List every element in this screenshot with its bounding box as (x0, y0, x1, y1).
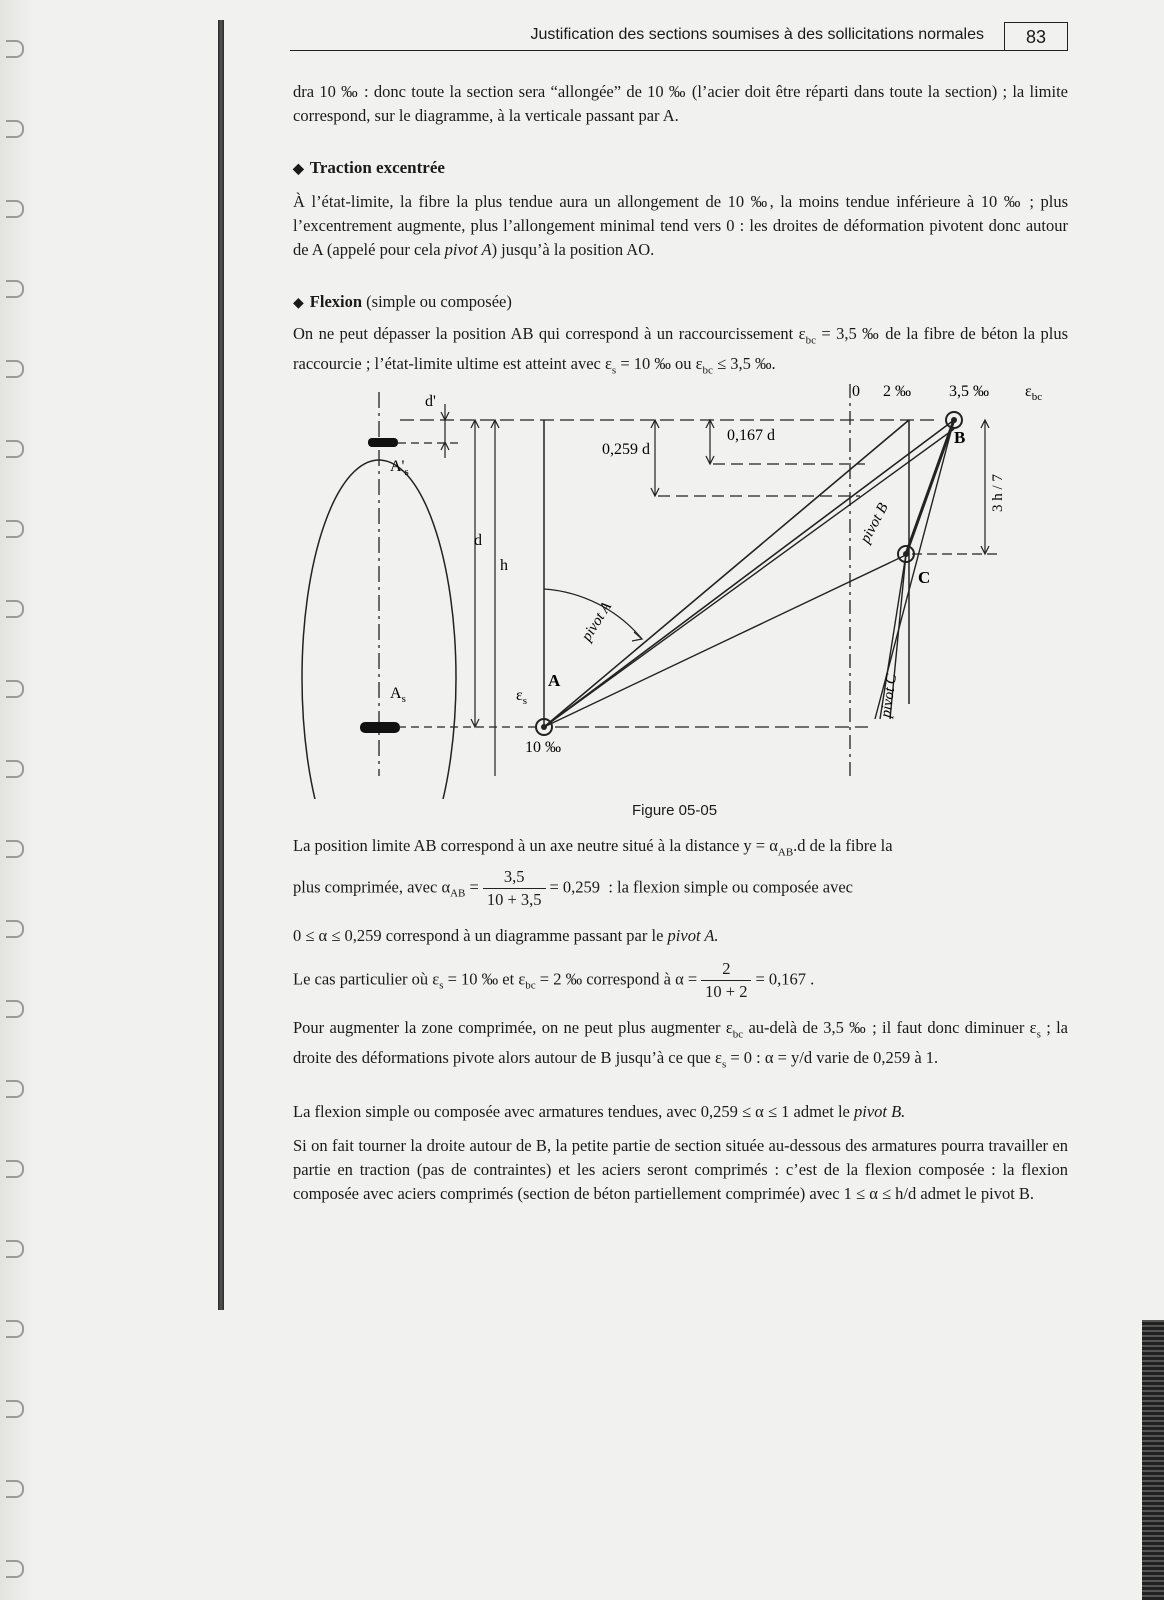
fraction-alpha-ab (483, 866, 546, 911)
label-ten-permil: 10 ‰ (525, 739, 561, 756)
subscript: bc (525, 979, 536, 992)
heading-text: Traction excentrée (309, 158, 445, 177)
line-ac (544, 554, 908, 727)
binder-ring (6, 1160, 24, 1178)
heading-suffix: (simple ou composée) (366, 292, 512, 311)
binder-ring (6, 1080, 24, 1098)
binder-ring (6, 840, 24, 858)
label-text: ε (1025, 384, 1032, 400)
fraction-numerator: 3,5 (483, 866, 546, 889)
line-a-two-permil (544, 420, 909, 727)
label-a-s-prime (390, 458, 409, 478)
label-eps-s (516, 687, 527, 707)
binder-ring (6, 1320, 24, 1338)
label-sub: bc (1031, 391, 1043, 403)
text-run: = 10 ‰ et ε (443, 969, 526, 989)
heading-text: Flexion (309, 292, 363, 311)
paragraph-alpha-ab: plus comprimée, avec $\alpha_{AB}$ = $\frac{3,5}{10 + 3,5}$ = 0,259 : la flexion simple ou composée avec (293, 867, 853, 909)
binder-ring (6, 200, 24, 218)
binder-ring (6, 920, 24, 938)
label-sub: s (404, 466, 409, 478)
paragraph-augment (293, 1016, 1068, 1077)
page-stack-edge (1142, 1320, 1164, 1600)
text-run: = 0 : α = y/d varie de 0,259 à 1. (726, 1048, 939, 1068)
fraction-denominator: 10 + 2 (705, 982, 748, 1001)
label-point-b: B (954, 428, 966, 447)
label-eps-bc (1025, 384, 1042, 403)
text-run: La flexion simple ou composée avec armatures tendues, avec 0,259 ≤ α ≤ 1 admet le (293, 1102, 854, 1121)
binder-ring (6, 680, 24, 698)
page-binding-edge (218, 20, 224, 1310)
page-number: 83 (1004, 22, 1068, 50)
text-run: = 3,5 ‰ de la fibre de béton la plus raccourcie ; l’état-limite ultime est atteint avec ε (293, 324, 1069, 374)
label-pivot-a: pivot A (578, 599, 615, 645)
fraction-denominator: 10 + 3,5 (486, 890, 542, 909)
section-heading-flexion (293, 290, 1068, 316)
text-run: ≤ 3,5 ‰. (712, 354, 776, 374)
top-rebar (368, 438, 398, 447)
text-run: .d de la fibre la (793, 836, 893, 855)
text-run: au-delà de 3,5 ‰ ; il faut donc diminuer ε (743, 1018, 1037, 1037)
label-zero: 0 (852, 384, 860, 400)
label-d-prime: d' (425, 393, 436, 410)
paragraph-tendues (293, 1100, 1068, 1124)
binder-ring (6, 1000, 24, 1018)
text-run: = 2 ‰ correspond à α = (535, 969, 698, 989)
paragraph-flexion (293, 322, 1068, 383)
label-text: A (390, 685, 402, 702)
pivot-term: pivot B. (853, 1102, 906, 1121)
subscript: bc (805, 334, 816, 347)
label-h: h (500, 557, 508, 574)
label-text: A' (390, 458, 405, 475)
text-run: ) jusqu’à la position AO. (491, 240, 655, 259)
label-sub: s (522, 695, 527, 707)
subscript: AB (777, 846, 794, 859)
label-three-h-seven: 3 h / 7 (990, 474, 1006, 512)
fraction-special (701, 958, 751, 1003)
label-two-permil: 2 ‰ (883, 384, 911, 400)
subscript: s (611, 364, 617, 377)
label-d: d (474, 532, 482, 549)
text-run: Pour augmenter la zone comprimée, on ne peut plus augmenter ε (293, 1018, 733, 1037)
page-header (290, 22, 1068, 51)
binder-ring (6, 360, 24, 378)
text-run: = 10 ‰ ou ε (616, 354, 703, 374)
label-text: ε (516, 687, 523, 704)
binder-ring (6, 760, 24, 778)
diamond-bullet-icon: ◆ (293, 296, 304, 311)
pivot-term: pivot A. (667, 926, 719, 945)
binder-ring (6, 1560, 24, 1578)
text-run: À l’état-limite, la fibre la plus tendue aura un allongement de 10 ‰, la moins tendue inférieure à 10 ‰ ; plus l’excentrement augmente, plus l’allongement minimal tend vers 0 : les droites de déformation pivotent donc autour de A (appelé pour cela (293, 192, 1068, 259)
binder-ring (6, 440, 24, 458)
text-run: On ne peut dépasser la position AB qui correspond à un raccourcissement ε (293, 324, 806, 343)
text-run: Le cas particulier où ε (293, 969, 440, 989)
diamond-bullet-icon: ◆ (293, 162, 304, 177)
subscript: bc (732, 1028, 744, 1041)
deformation-diagram (280, 384, 1080, 799)
paragraph-pivot-a-range (293, 924, 1068, 948)
paragraph-limit (293, 834, 1068, 864)
binder-ring (6, 120, 24, 138)
binder-ring (6, 1400, 24, 1418)
text-run: La position limite AB correspond à un axe neutre situé à la distance y = α (293, 836, 778, 855)
binder-ring (6, 600, 24, 618)
label-sub: s (401, 693, 406, 705)
label-pivot-b: pivot B (857, 500, 892, 546)
pivot-term: pivot A (444, 240, 492, 259)
binder-ring (6, 1240, 24, 1258)
binder-ring (6, 280, 24, 298)
section-heading-traction (293, 156, 1068, 182)
subscript: s (439, 979, 444, 992)
binder-ring (6, 40, 24, 58)
subscript: bc (702, 364, 713, 377)
header-title: Justification des sections soumises à des sollicitations normales (530, 26, 984, 43)
label-0259d: 0,259 d (602, 441, 650, 458)
subscript: s (721, 1058, 727, 1071)
subscript: s (1036, 1028, 1041, 1041)
subscript: AB (450, 887, 466, 900)
label-point-c: C (918, 568, 931, 587)
paragraph-special-case (293, 958, 1068, 1003)
label-point-a: A (548, 671, 561, 690)
label-three-five-permil: 3,5 ‰ (949, 384, 989, 400)
paragraph-traction (293, 190, 1068, 262)
text-run: = 0,259 (549, 877, 601, 897)
scan-margin (0, 0, 34, 1600)
text-run: : la flexion simple ou composée avec (608, 877, 853, 897)
text-run: = 0,167 . (755, 969, 815, 989)
fraction-numerator: 2 (701, 958, 751, 981)
label-a-s (390, 685, 406, 705)
text-run: plus comprimée, avec α (293, 877, 451, 897)
line-bc (906, 420, 954, 554)
text-run: ; la droite des déformations pivote alors autour de B jusqu’à ce que ε (293, 1018, 1068, 1068)
bottom-rebar (360, 722, 400, 733)
label-0167d: 0,167 d (727, 427, 775, 444)
binder-ring (6, 520, 24, 538)
text-run: 0 ≤ α ≤ 0,259 correspond à un diagramme passant par le (293, 926, 668, 945)
label-pivot-c: pivot C (878, 673, 901, 719)
paragraph-final: Si on fait tourner la droite autour de B, la petite partie de section située au-dessous des armatures pourra travailler en partie en traction (pas de contraintes) et les aciers seront comprimés : c’est de la flexion composée : la flexion composée avec aciers comprimés (section de béton partiellement comprimée) avec 1 ≤ α ≤ h/d admet le pivot B. (293, 1136, 1068, 1203)
figure-caption: Figure 05-05 (632, 802, 718, 819)
paragraph-intro: dra 10 ‰ : donc toute la section sera “allongée” de 10 ‰ (l’acier doit être réparti dans toute la section) ; la limite correspond, sur le diagramme, à la verticale passant par A. (293, 82, 1068, 125)
binder-ring (6, 1480, 24, 1498)
